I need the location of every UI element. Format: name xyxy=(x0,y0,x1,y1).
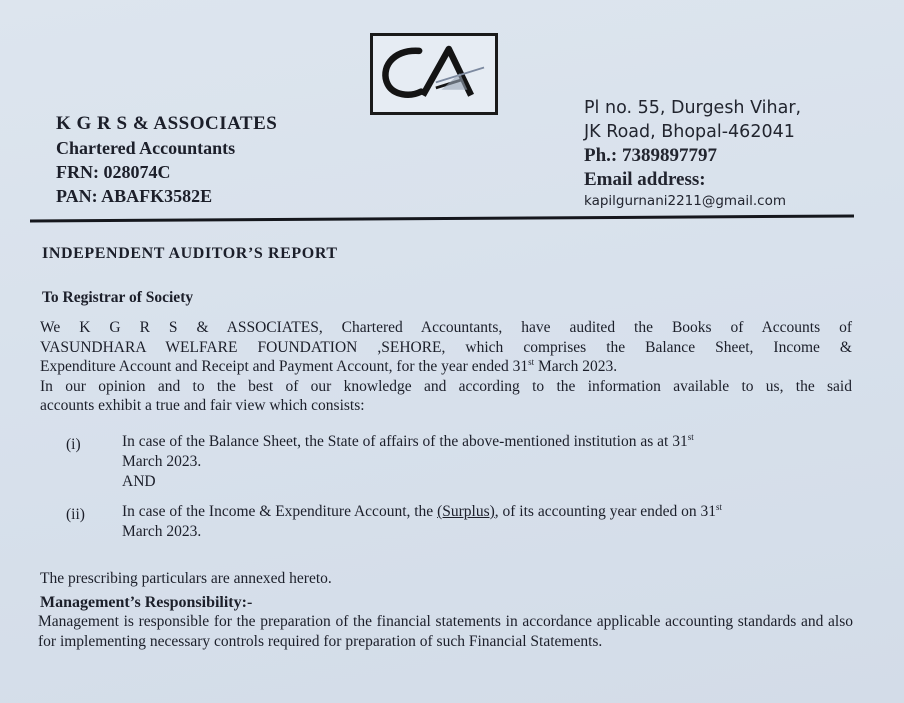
para1-line2: VASUNDHARA WELFARE FOUNDATION ,SEHORE, which comprises the Balance Sheet, Income & xyxy=(40,338,852,356)
surplus-term: (Surplus) xyxy=(437,503,495,520)
item2-text: In case of the Income & Expenditure Account, the (Surplus), of its accounting year ended on 31st March 2023. xyxy=(122,502,723,540)
item1-number: (i) xyxy=(66,436,81,453)
item1-text: In case of the Balance Sheet, the State of affairs of the above-mentioned institution as at 31st March 2023. AND xyxy=(122,432,852,492)
para1-line3: Expenditure Account and Receipt and Payment Account, for the year ended 31st March 2023. xyxy=(40,357,618,375)
management-heading: Management’s Responsibility:- xyxy=(40,594,253,611)
firm-pan: PAN: ABAFK3582E xyxy=(56,186,213,206)
para2-line1: In our opinion and to the best of our knowledge and according to the information available to us, the said xyxy=(40,377,852,395)
svg-text:CA: CA xyxy=(434,107,437,110)
report-addressee: To Registrar of Society xyxy=(42,289,194,306)
email-label: Email address: xyxy=(584,169,706,190)
email-address: kapilgurnani2211@gmail.com xyxy=(584,193,786,209)
ca-logo-icon xyxy=(373,36,495,112)
address-line-1: Pl no. 55, Durgesh Vihar, xyxy=(584,98,802,118)
firm-frn: FRN: 028074C xyxy=(56,162,171,182)
firm-name: K G R S & ASSOCIATES xyxy=(56,113,278,134)
para2-line2: accounts exhibit a true and fair view which consists: xyxy=(40,397,365,414)
and-connector: AND xyxy=(122,473,156,490)
firm-designation: Chartered Accountants xyxy=(56,138,236,158)
firm-block xyxy=(56,112,277,208)
item2-number: (ii) xyxy=(66,506,85,523)
report-title: INDEPENDENT AUDITOR’S REPORT xyxy=(42,245,338,262)
management-body: Management is responsible for the preparation of the financial statements in accordance applicable accounting standards and also for implementing necessary controls required for preparation of such Financial Statements. xyxy=(38,613,853,650)
header-divider xyxy=(30,214,854,222)
annexed-note: The prescribing particulars are annexed hereto. xyxy=(40,570,332,587)
address-block xyxy=(584,96,801,210)
phone-number: Ph.: 7389897797 xyxy=(584,145,717,166)
ca-logo xyxy=(370,33,498,115)
para1-line1: We K G R S & ASSOCIATES, Chartered Accountants, have audited the Books of Accounts of xyxy=(40,319,852,336)
report-body xyxy=(40,318,852,416)
address-line-2: JK Road, Bhopal-462041 xyxy=(584,122,795,142)
